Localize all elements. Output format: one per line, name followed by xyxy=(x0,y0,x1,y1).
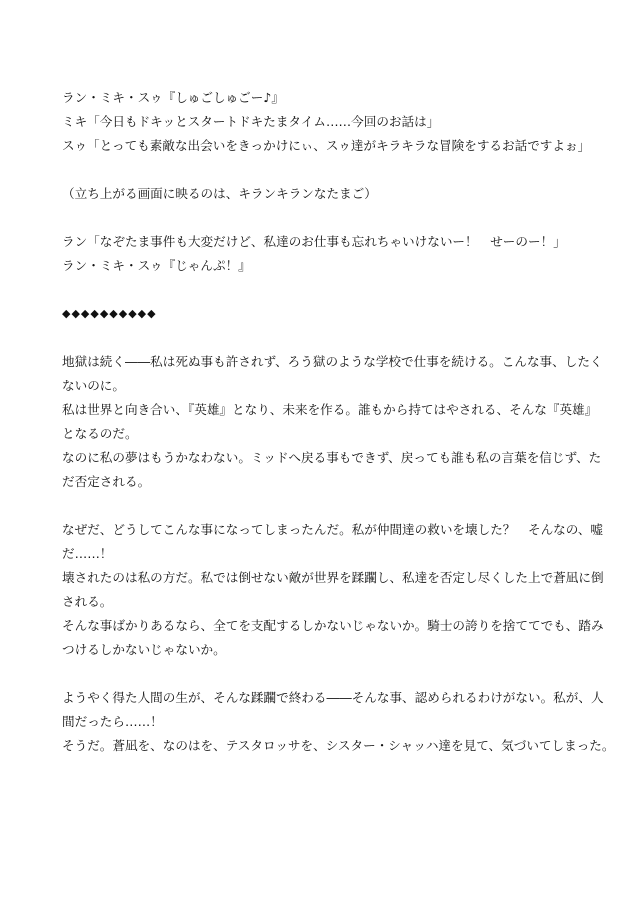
text-line: ないのに。 xyxy=(62,378,125,393)
text-line: 間だったら……！ xyxy=(62,714,163,729)
blank-line xyxy=(62,494,582,518)
text-line: なのに私の夢はもうかなわない。ミッドへ戻る事もできず、戻っても誰も私の言葉を信じず、た xyxy=(62,450,602,465)
text-line: ラン「なぞたま事件も大変だけど、私達のお仕事も忘れちゃいけないー！ せーのー！」 xyxy=(62,234,566,249)
text-line: される。 xyxy=(62,594,113,609)
blank-line xyxy=(62,662,582,686)
text-line: （立ち上がる画面に映るのは、キランキランなたまご） xyxy=(62,186,377,201)
text-line: ラン・ミキ・スゥ『しゅごしゅごー♪』 xyxy=(62,90,285,105)
text-line: ラン・ミキ・スゥ『じゃんぷ！』 xyxy=(62,258,251,273)
blank-line xyxy=(62,326,582,350)
text-line: 地獄は続く――私は死ぬ事も許されず、ろう獄のような学校で仕事を続ける。こんな事、したく xyxy=(62,354,603,369)
document-body xyxy=(62,86,615,758)
text-line: スゥ「とっても素敵な出会いをきっかけにぃ、スゥ達がキラキラな冒険をするお話ですよぉ」 xyxy=(62,138,591,153)
text-line: だ否定される。 xyxy=(62,474,151,489)
text-line: そんな事ばかりあるなら、全てを支配するしかないじゃないか。騎士の誇りを捨ててでも、踏み xyxy=(62,618,604,633)
blank-line xyxy=(62,278,582,302)
text-line: ミキ「今日もドキッとスタートドキたまタイム……今回のお話は」 xyxy=(62,114,440,129)
text-line: 壊されたのは私の方だ。私では倒せない敵が世界を蹂躙し、私達を否定し尽くした上で蒼凪に倒 xyxy=(62,570,604,585)
text-line: つけるしかないじゃないか。 xyxy=(62,642,226,657)
text-line: なぜだ、どうしてこんな事になってしまったんだ。私が仲間達の救いを壊した？ そんなの、嘘 xyxy=(62,522,604,537)
text-line: そうだ。蒼凪を、なのはを、テスタロッサを、シスター・シャッハ達を見て、気づいてしまった。 xyxy=(62,738,615,753)
text-line: ようやく得た人間の生が、そんな蹂躙で終わる――そんな事、認められるわけがない。私が、人 xyxy=(62,690,604,705)
text-line: となるのだ。 xyxy=(62,426,138,441)
text-line: だ……！ xyxy=(62,546,113,561)
blank-line xyxy=(62,158,582,182)
section-divider: ◆◆◆◆◆◆◆◆◆◆ xyxy=(62,307,157,320)
text-line: 私は世界と向き合い、『英雄』となり、未来を作る。誰もから持てはやされる、そんな『英雄』 xyxy=(62,402,598,417)
blank-line xyxy=(62,206,582,230)
